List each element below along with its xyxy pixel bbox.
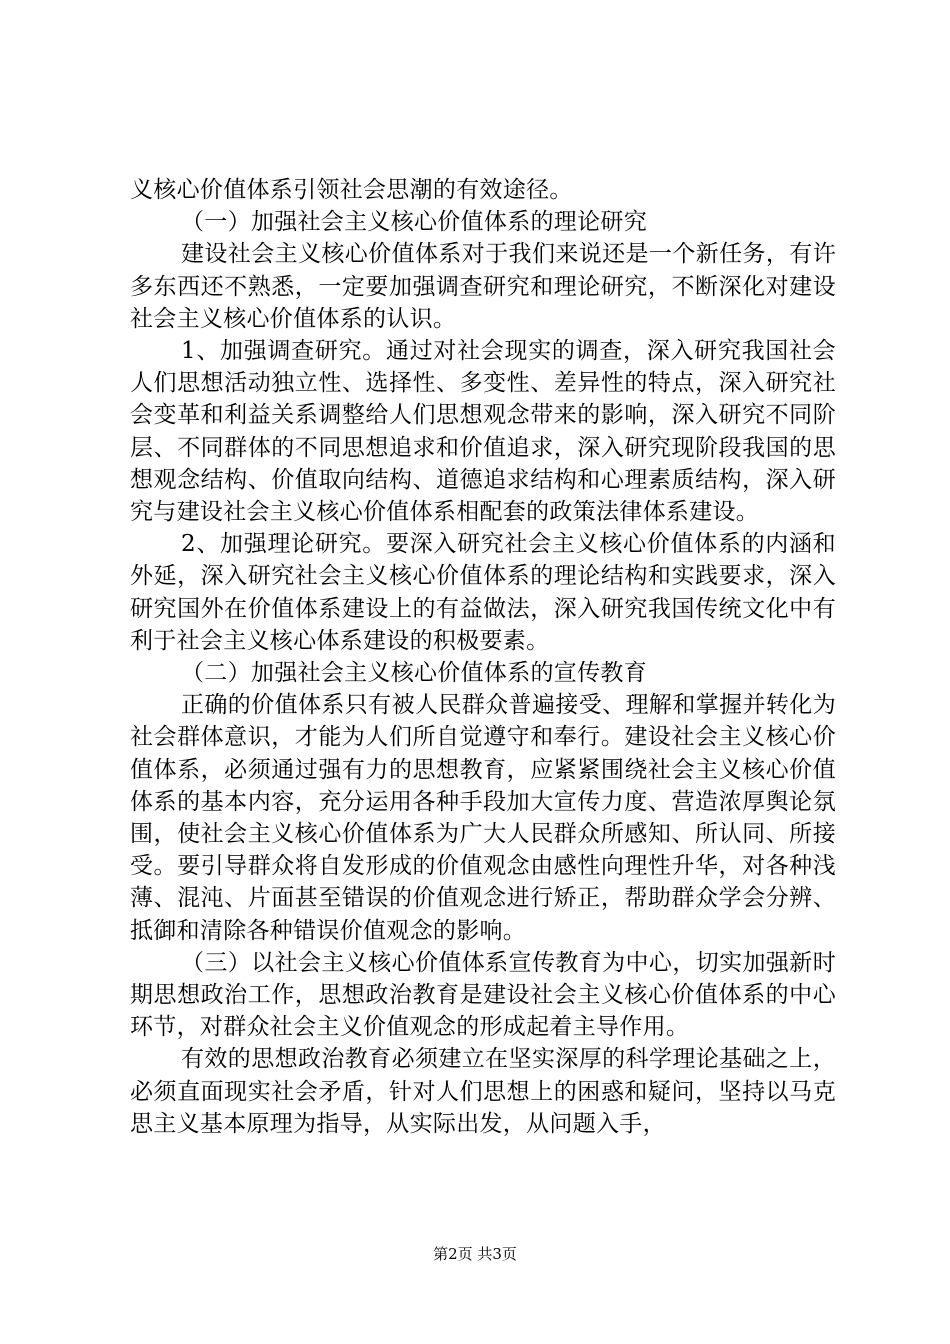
- paragraph: 有效的思想政治教育必须建立在坚实深厚的科学理论基础之上，必须直面现实社会矛盾，针对人们思想上的困惑和疑问，坚持以马克思主义基本原理为指导，从实际出发，从问题入手，: [130, 1046, 836, 1137]
- body-text: [130, 174, 836, 1140]
- page-number: 第2页 共3页: [433, 1245, 517, 1263]
- paragraph: 正确的价值体系只有被人民群众普遍接受、理解和掌握并转化为社会群体意识，才能为人们所自觉遵守和奉行。建设社会主义核心价值体系，必须通过强有力的思想教育，应紧紧围绕社会主义核心价值体系的基本内容，充分运用各种手段加大宣传力度、营造浓厚舆论氛围，使社会主义核心价值体系为广大人民群众所感知、所认同、所接受。要引导群众将自发形成的价值观念由感性向理性升华，对各种浅薄、混沌、片面甚至错误的价值观念进行矫正，帮助群众学会分辨、抵御和清除各种错误价值观念的影响。: [130, 692, 836, 944]
- section-heading-1: （一）加强社会主义核心价值体系的理论研究: [181, 209, 647, 236]
- section-heading-2: （二）加强社会主义核心价值体系的宣传教育: [181, 660, 647, 687]
- paragraph-item-2: 2、加强理论研究。要深入研究社会主义核心价值体系的内涵和外延，深入研究社会主义核心价值体系的理论结构和实践要求，深入研究国外在价值体系建设上的有益做法，深入研究我国传统文化中有利于社会主义核心体系建设的积极要素。: [130, 531, 836, 654]
- page-footer: [0, 1244, 950, 1264]
- paragraph-continuation: 义核心价值体系引领社会思潮的有效途径。: [130, 177, 573, 203]
- section-heading-3: （三）以社会主义核心价值体系宣传教育为中心，切实加强新时期思想政治工作，思想政治教育是建设社会主义核心价值体系的中心环节，对群众社会主义价值观念的形成起着主导作用。: [130, 949, 836, 1041]
- paragraph-item-1: 1、加强调查研究。通过对社会现实的调查，深入研究我国社会人们思想活动独立性、选择性、多变性、差异性的特点，深入研究社会变革和利益关系调整给人们思想观念带来的影响，深入研究不同阶层、不同群体的不同思想追求和价值追求，深入研究现阶段我国的思想观念结构、价值取向结构、道德追求结构和心理素质结构，深入研究与建设社会主义核心价值体系相配套的政策法律体系建设。: [130, 338, 836, 526]
- paragraph: 建设社会主义核心价值体系对于我们来说还是一个新任务，有许多东西还不熟悉，一定要加强调查研究和理论研究，不断深化对建设社会主义核心价值体系的认识。: [130, 241, 836, 332]
